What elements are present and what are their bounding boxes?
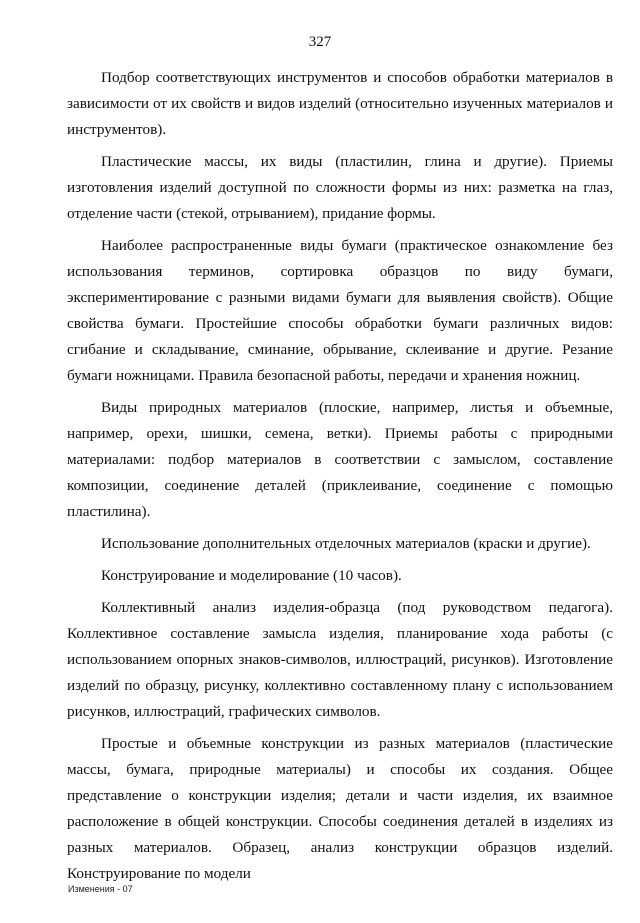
paragraph-section-heading: Конструирование и моделирование (10 часов). — [101, 567, 402, 584]
page-number: 327 — [308, 34, 332, 50]
footer-revision-note: Изменения - 07 — [68, 884, 133, 894]
paragraph-collective-analysis: Коллективный анализ изделия-образца (под руководством педагога). Коллективное составление замысла изделия, планирование хода работы (с использованием опорных знаков-символов, иллюстраций, рисунков). Изготовление изделий по образцу, рисунку, коллективно составленному плану с использованием рисунков, иллюстраций, графических символов. — [67, 599, 613, 720]
paragraph-tools-selection: Подбор соответствующих инструментов и способов обработки материалов в зависимости от их свойств и видов изделий (относительно изученных материалов и инструментов). — [67, 69, 613, 138]
document-body — [67, 65, 613, 887]
paragraph-natural-materials: Виды природных материалов (плоские, например, листья и объемные, например, орехи, шишки, семена, ветки). Приемы работы с природными материалами: подбор материалов в соответствии с замыслом, составление композиции, соединение деталей (приклеивание, соединение с помощью пластилина). — [67, 399, 613, 520]
paragraph-paper-types: Наиболее распространенные виды бумаги (практическое ознакомление без использования терминов, сортировка образцов по виду бумаги, экспериментирование с разными видами бумаги для выявления свойств). Общие свойства бумаги. Простейшие способы обработки бумаги различных видов: сгибание и складывание, сминание, обрывание, склеивание и другие. Резание бумаги ножницами. Правила безопасной работы, передачи и хранения ножниц. — [67, 237, 613, 384]
paragraph-finishing-materials: Использование дополнительных отделочных материалов (краски и другие). — [101, 535, 591, 552]
paragraph-plastic-masses: Пластические массы, их виды (пластилин, глина и другие). Приемы изготовления изделий доступной по сложности формы из них: разметка на глаз, отделение части (стекой, отрыванием), придание формы. — [67, 153, 613, 222]
paragraph-simple-constructions: Простые и объемные конструкции из разных материалов (пластические массы, бумага, природные материалы) и способы их создания. Общее представление о конструкции изделия; детали и части изделия, их взаимное расположение в общей конструкции. Способы соединения деталей в изделиях из разных материалов. Образец, анализ конструкции образцов изделий. Конструирование по модели — [67, 735, 613, 882]
